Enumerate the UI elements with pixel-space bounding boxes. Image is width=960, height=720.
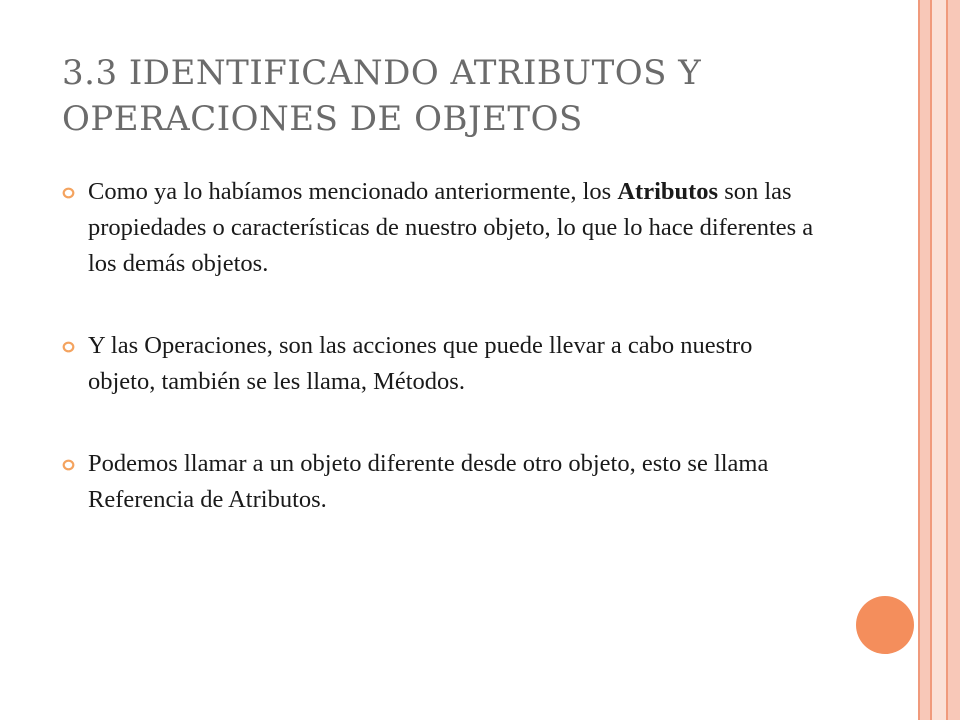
bullet-text-part: son las propiedades o características de nuestro objeto, lo que lo hace diferentes a los demás objetos.: [88, 178, 814, 277]
bullet-text-part: Como ya lo habíamos mencionado anteriormente, los: [88, 178, 618, 205]
ring-bullet-icon: [62, 341, 75, 353]
bullet-text: Y las Operaciones, son las acciones que puede llevar a cabo nuestro objeto, también se les llama, Métodos.: [88, 332, 753, 395]
bullet-text: [88, 178, 813, 277]
bullet-item-atributos: [62, 174, 822, 282]
accent-circle: [856, 596, 914, 654]
ring-bullet-icon: [62, 187, 75, 199]
title-line-1: 3.3 IDENTIFICANDO ATRIBUTOS Y: [62, 53, 702, 93]
right-border-line: [946, 0, 948, 720]
bullet-text: Podemos llamar a un objeto diferente desde otro objeto, esto se llama Referencia de Atributos.: [88, 450, 769, 513]
bullet-bold-term: Atributos: [617, 178, 719, 205]
bullet-item-referencia: [62, 446, 822, 518]
right-border-line: [930, 0, 932, 720]
right-border-line: [918, 0, 920, 720]
bullet-list: [62, 174, 822, 518]
bullet-item-operaciones: [62, 328, 822, 400]
ring-bullet-icon: [62, 459, 75, 471]
slide-title: [62, 50, 862, 142]
title-line-2: OPERACIONES DE OBJETOS: [62, 99, 583, 139]
